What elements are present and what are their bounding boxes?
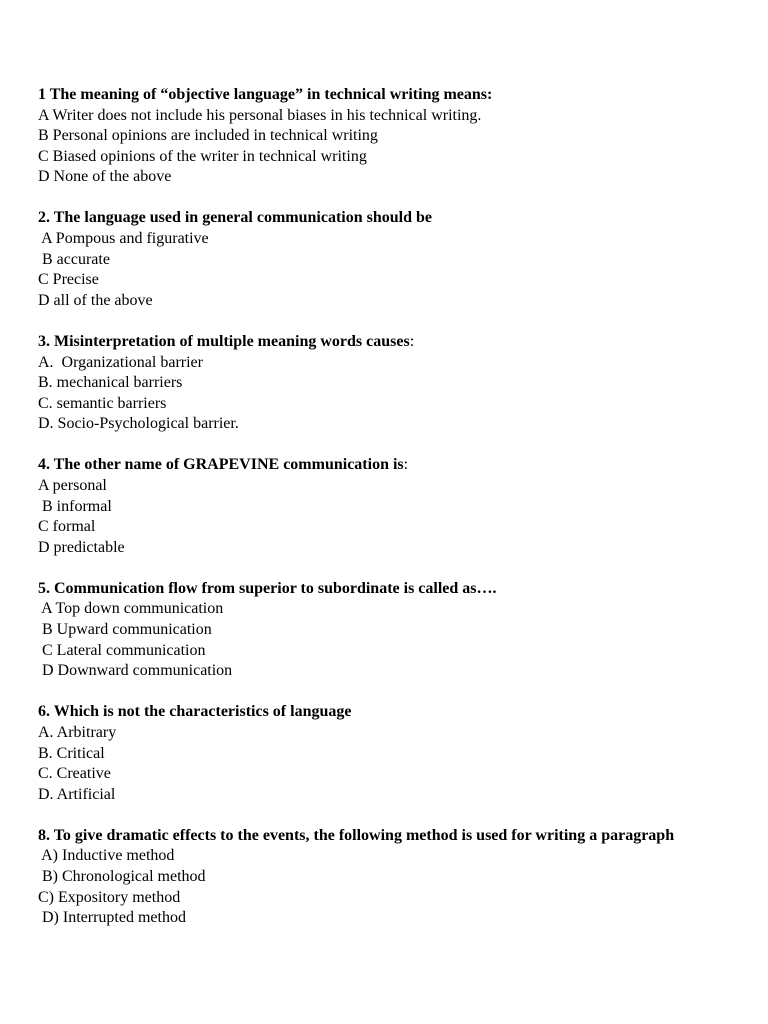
question-6-title xyxy=(38,702,738,723)
question-1-option-a: A Writer does not include his personal biases in his technical writing. xyxy=(38,106,482,124)
question-4-text: 4. The other name of GRAPEVINE communication is xyxy=(38,456,404,474)
question-6-option-c: C. Creative xyxy=(38,765,111,783)
question-8-title xyxy=(38,826,738,847)
question-5-option-c: C Lateral communication xyxy=(38,641,206,659)
question-1-option-d: D None of the above xyxy=(38,168,172,186)
question-2-option-b: B accurate xyxy=(38,250,110,268)
question-4-option-d: D predictable xyxy=(38,538,125,556)
question-3-option-d: D. Socio-Psychological barrier. xyxy=(38,415,239,433)
question-2-option-d: D all of the above xyxy=(38,291,153,309)
question-4-title xyxy=(38,455,738,476)
question-6-option-a: A. Arbitrary xyxy=(38,723,117,741)
question-1-option-b: B Personal opinions are included in technical writing xyxy=(38,127,378,145)
question-2-text: 2. The language used in general communication should be xyxy=(38,209,432,227)
question-4-suffix: : xyxy=(403,456,409,474)
question-2-option-c: C Precise xyxy=(38,271,99,289)
question-5 xyxy=(38,579,738,682)
question-8-option-d: D) Interrupted method xyxy=(38,909,186,927)
question-3-text: 3. Misinterpretation of multiple meaning words causes xyxy=(38,332,410,350)
question-2-option-a: A Pompous and figurative xyxy=(38,230,209,248)
question-3-option-a: A. Organizational barrier xyxy=(38,353,203,371)
question-4-option-b: B informal xyxy=(38,497,112,515)
question-4 xyxy=(38,455,738,558)
question-5-text: 5. Communication flow from superior to subordinate is called as…. xyxy=(38,579,497,597)
question-8 xyxy=(38,826,738,929)
question-8-option-c: C) Expository method xyxy=(38,888,181,906)
question-1-text: 1 The meaning of “objective language” in technical writing means: xyxy=(38,86,493,103)
question-6-text: 6. Which is not the characteristics of language xyxy=(38,703,352,721)
question-6-option-b: B. Critical xyxy=(38,744,105,762)
question-4-option-a: A personal xyxy=(38,477,107,494)
question-5-option-b: B Upward communication xyxy=(38,621,212,639)
question-1-option-c: C Biased opinions of the writer in technical writing xyxy=(38,147,367,165)
question-3 xyxy=(38,332,738,435)
question-3-option-b: B. mechanical barriers xyxy=(38,374,183,392)
question-3-title xyxy=(38,332,738,353)
question-2 xyxy=(38,208,738,311)
question-6-option-d: D. Artificial xyxy=(38,785,116,803)
question-4-option-c: C formal xyxy=(38,518,96,536)
question-8-text: 8. To give dramatic effects to the events, the following method is used for writing a paragraph xyxy=(38,826,675,844)
question-5-option-d: D Downward communication xyxy=(38,662,233,680)
question-5-option-a: A Top down communication xyxy=(38,600,224,618)
question-8-option-a: A) Inductive method xyxy=(38,847,175,865)
question-5-title xyxy=(38,579,738,600)
question-1-title xyxy=(38,85,738,106)
question-1 xyxy=(38,85,738,188)
document-page xyxy=(38,85,738,949)
question-3-option-c: C. semantic barriers xyxy=(38,394,167,412)
question-6 xyxy=(38,702,738,805)
question-2-title xyxy=(38,208,738,229)
question-3-suffix: : xyxy=(409,332,415,350)
question-8-option-b: B) Chronological method xyxy=(38,868,206,885)
